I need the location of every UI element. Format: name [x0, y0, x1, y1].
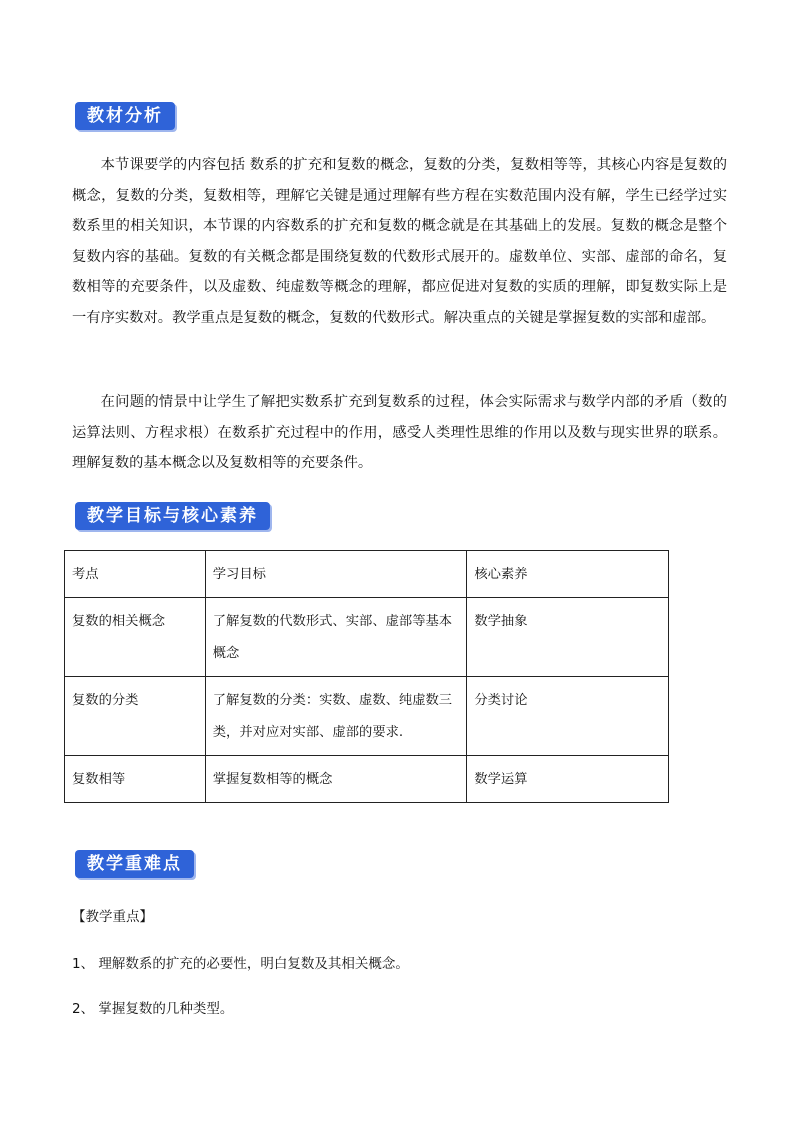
- header-cell-core-literacy: 核心素养: [467, 551, 669, 598]
- section-title-goals: 教学目标与核心素养: [75, 502, 270, 530]
- table-cell: 复数的分类: [65, 677, 206, 756]
- table-cell: 数学抽象: [467, 598, 669, 677]
- header-cell-learning-goal: 学习目标: [205, 551, 467, 598]
- table-cell: 复数的相关概念: [65, 598, 206, 677]
- table-cell: 掌握复数相等的概念: [205, 756, 467, 803]
- table-cell: 了解复数的分类：实数、虚数、纯虚数三类，并对应对实部、虚部的要求.: [205, 677, 467, 756]
- header-cell-exam-point: 考点: [65, 551, 206, 598]
- analysis-paragraph-1: 本节课要学的内容包括 数系的扩充和复数的概念，复数的分类，复数相等等，其核心内容是复数的概念，复数的分类，复数相等，理解它关键是通过理解有些方程在实数范围内没有解，学生已经学过实数系里的相关知识，本节课的内容数系的扩充和复数的概念就是在其基础上的发展。复数的概念是整个复数内容的基础。复数的有关概念都是围绕复数的代数形式展开的。虚数单位、实部、虚部的命名，复数相等的充要条件，以及虚数、纯虚数等概念的理解，都应促进对复数的实质的理解，即复数实际上是一有序实数对。教学重点是复数的概念，复数的代数形式。解决重点的关键是掌握复数的实部和虚部。: [72, 157, 727, 326]
- table-cell: 了解复数的代数形式、实部、虚部等基本概念: [205, 598, 467, 677]
- goals-table: [64, 550, 669, 803]
- key-point-item: 1、 理解数系的扩充的必要性，明白复数及其相关概念。: [72, 956, 409, 972]
- table-row: [65, 677, 669, 756]
- table-row: [65, 756, 669, 803]
- key-points-label: 【教学重点】: [72, 909, 153, 925]
- table-cell: 复数相等: [65, 756, 206, 803]
- key-point-item: 2、 掌握复数的几种类型。: [72, 1001, 234, 1017]
- table-header-row: [65, 551, 669, 598]
- section-title-key-points: 教学重难点: [75, 850, 194, 878]
- section-title-analysis: 教材分析: [75, 102, 175, 130]
- analysis-paragraph-2: 在问题的情景中让学生了解把实数系扩充到复数系的过程，体会实际需求与数学内部的矛盾（数的运算法则、方程求根）在数系扩充过程中的作用，感受人类理性思维的作用以及数与现实世界的联系。理解复数的基本概念以及复数相等的充要条件。: [72, 394, 727, 471]
- table-row: [65, 598, 669, 677]
- table-cell: 数学运算: [467, 756, 669, 803]
- table-cell: 分类讨论: [467, 677, 669, 756]
